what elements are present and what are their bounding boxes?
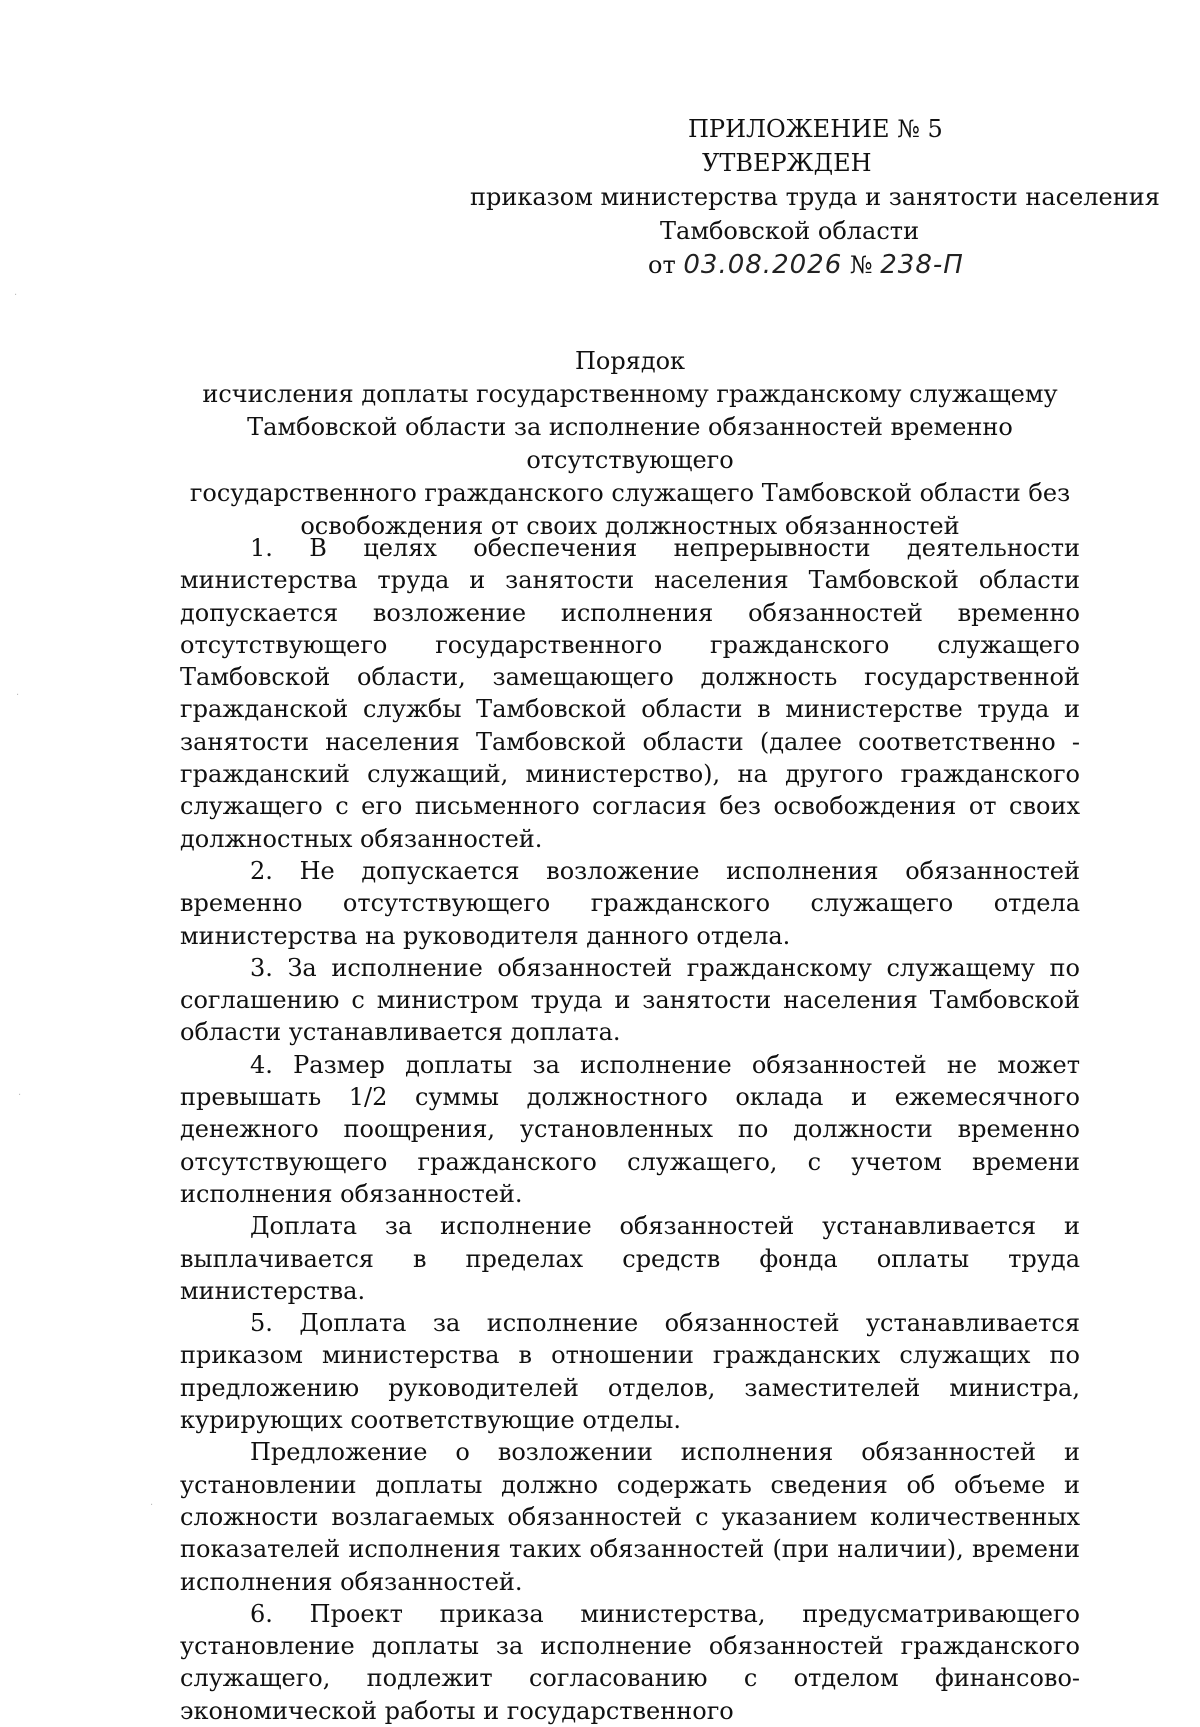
appendix-label: ПРИЛОЖЕНИЕ № 5 [688,115,943,143]
scan-artifact: · [16,690,20,701]
order-issuer: приказом министерства труда и занятости населения [470,183,1160,211]
title-line-2: исчисления доплаты государственному гражданскому служащему [202,380,1058,408]
paragraph-4: 4. Размер доплаты за исполнение обязанностей не может превышать 1/2 суммы должностного оклада и ежемесячного денежного поощрения, установленных по должности временно отсутствующего гражданского служащего, с учетом времени исполнения обязанностей. [180,1050,1080,1208]
number-prefix: № [849,251,873,279]
handwritten-date: 03.08.2026 [683,250,843,280]
document-body [180,532,1080,1727]
title-line-4: государственного гражданского служащего Тамбовской области без [189,479,1071,507]
paragraph-1: 1. В целях обеспечения непрерывности деятельности министерства труда и занятости населения Тамбовской области допускается возложение исполнения обязанностей временно отсутствующего государственного гражданского служащего Тамбовской области, замещающего должность государственной гражданской службы Тамбовской области в министерстве труда и занятости населения Тамбовской области (далее соответственно - гражданский служащий, министерство), на другого гражданского служащего с его письменного согласия без освобождения от своих должностных обязанностей. [180,534,1080,853]
paragraph-3: 3. За исполнение обязанностей гражданскому служащему по соглашению с министром труда и занятости населения Тамбовской области устанавливается доплата. [180,953,1080,1047]
paragraph-4-continued: Доплата за исполнение обязанностей устанавливается и выплачивается в пределах средств фонда оплаты труда министерства. [180,1212,1080,1305]
title-line-1: Порядок [574,347,686,375]
order-region: Тамбовской области [660,217,920,245]
title-line-3: Тамбовской области за исполнение обязанностей временно отсутствующего [247,413,1013,474]
scan-artifact: · [18,1090,22,1101]
handwritten-number: 238-П [880,250,964,280]
order-date-number [470,248,1170,282]
approval-header [470,112,1170,282]
scan-artifact: · [150,1500,154,1511]
paragraph-5-continued: Предложение о возложении исполнения обязанностей и установлении доплаты должно содержать сведения об объеме и сложности возлагаемых обязанностей с указанием количественных показателей исполнения таких обязанностей (при наличии), времени исполнения обязанностей. [180,1438,1080,1596]
document-title [180,345,1080,543]
paragraph-6: 6. Проект приказа министерства, предусматривающего установление доплаты за исполнение обязанностей гражданского служащего, подлежит согласованию с отделом финансово-экономической работы и государственного [180,1599,1080,1725]
paragraph-5: 5. Доплата за исполнение обязанностей устанавливается приказом министерства в отношении гражданских служащих по предложению руководителей отделов, заместителей министра, курирующих соответствующие отделы. [180,1309,1080,1435]
scan-artifact: · [14,290,18,301]
title-line-5: освобождения от своих должностных обязанностей [300,512,960,540]
date-prefix: от [648,251,676,279]
paragraph-2: 2. Не допускается возложение исполнения обязанностей временно отсутствующего гражданского служащего отдела министерства на руководителя данного отдела. [180,856,1080,950]
approved-label: УТВЕРЖДЕН [702,149,872,177]
